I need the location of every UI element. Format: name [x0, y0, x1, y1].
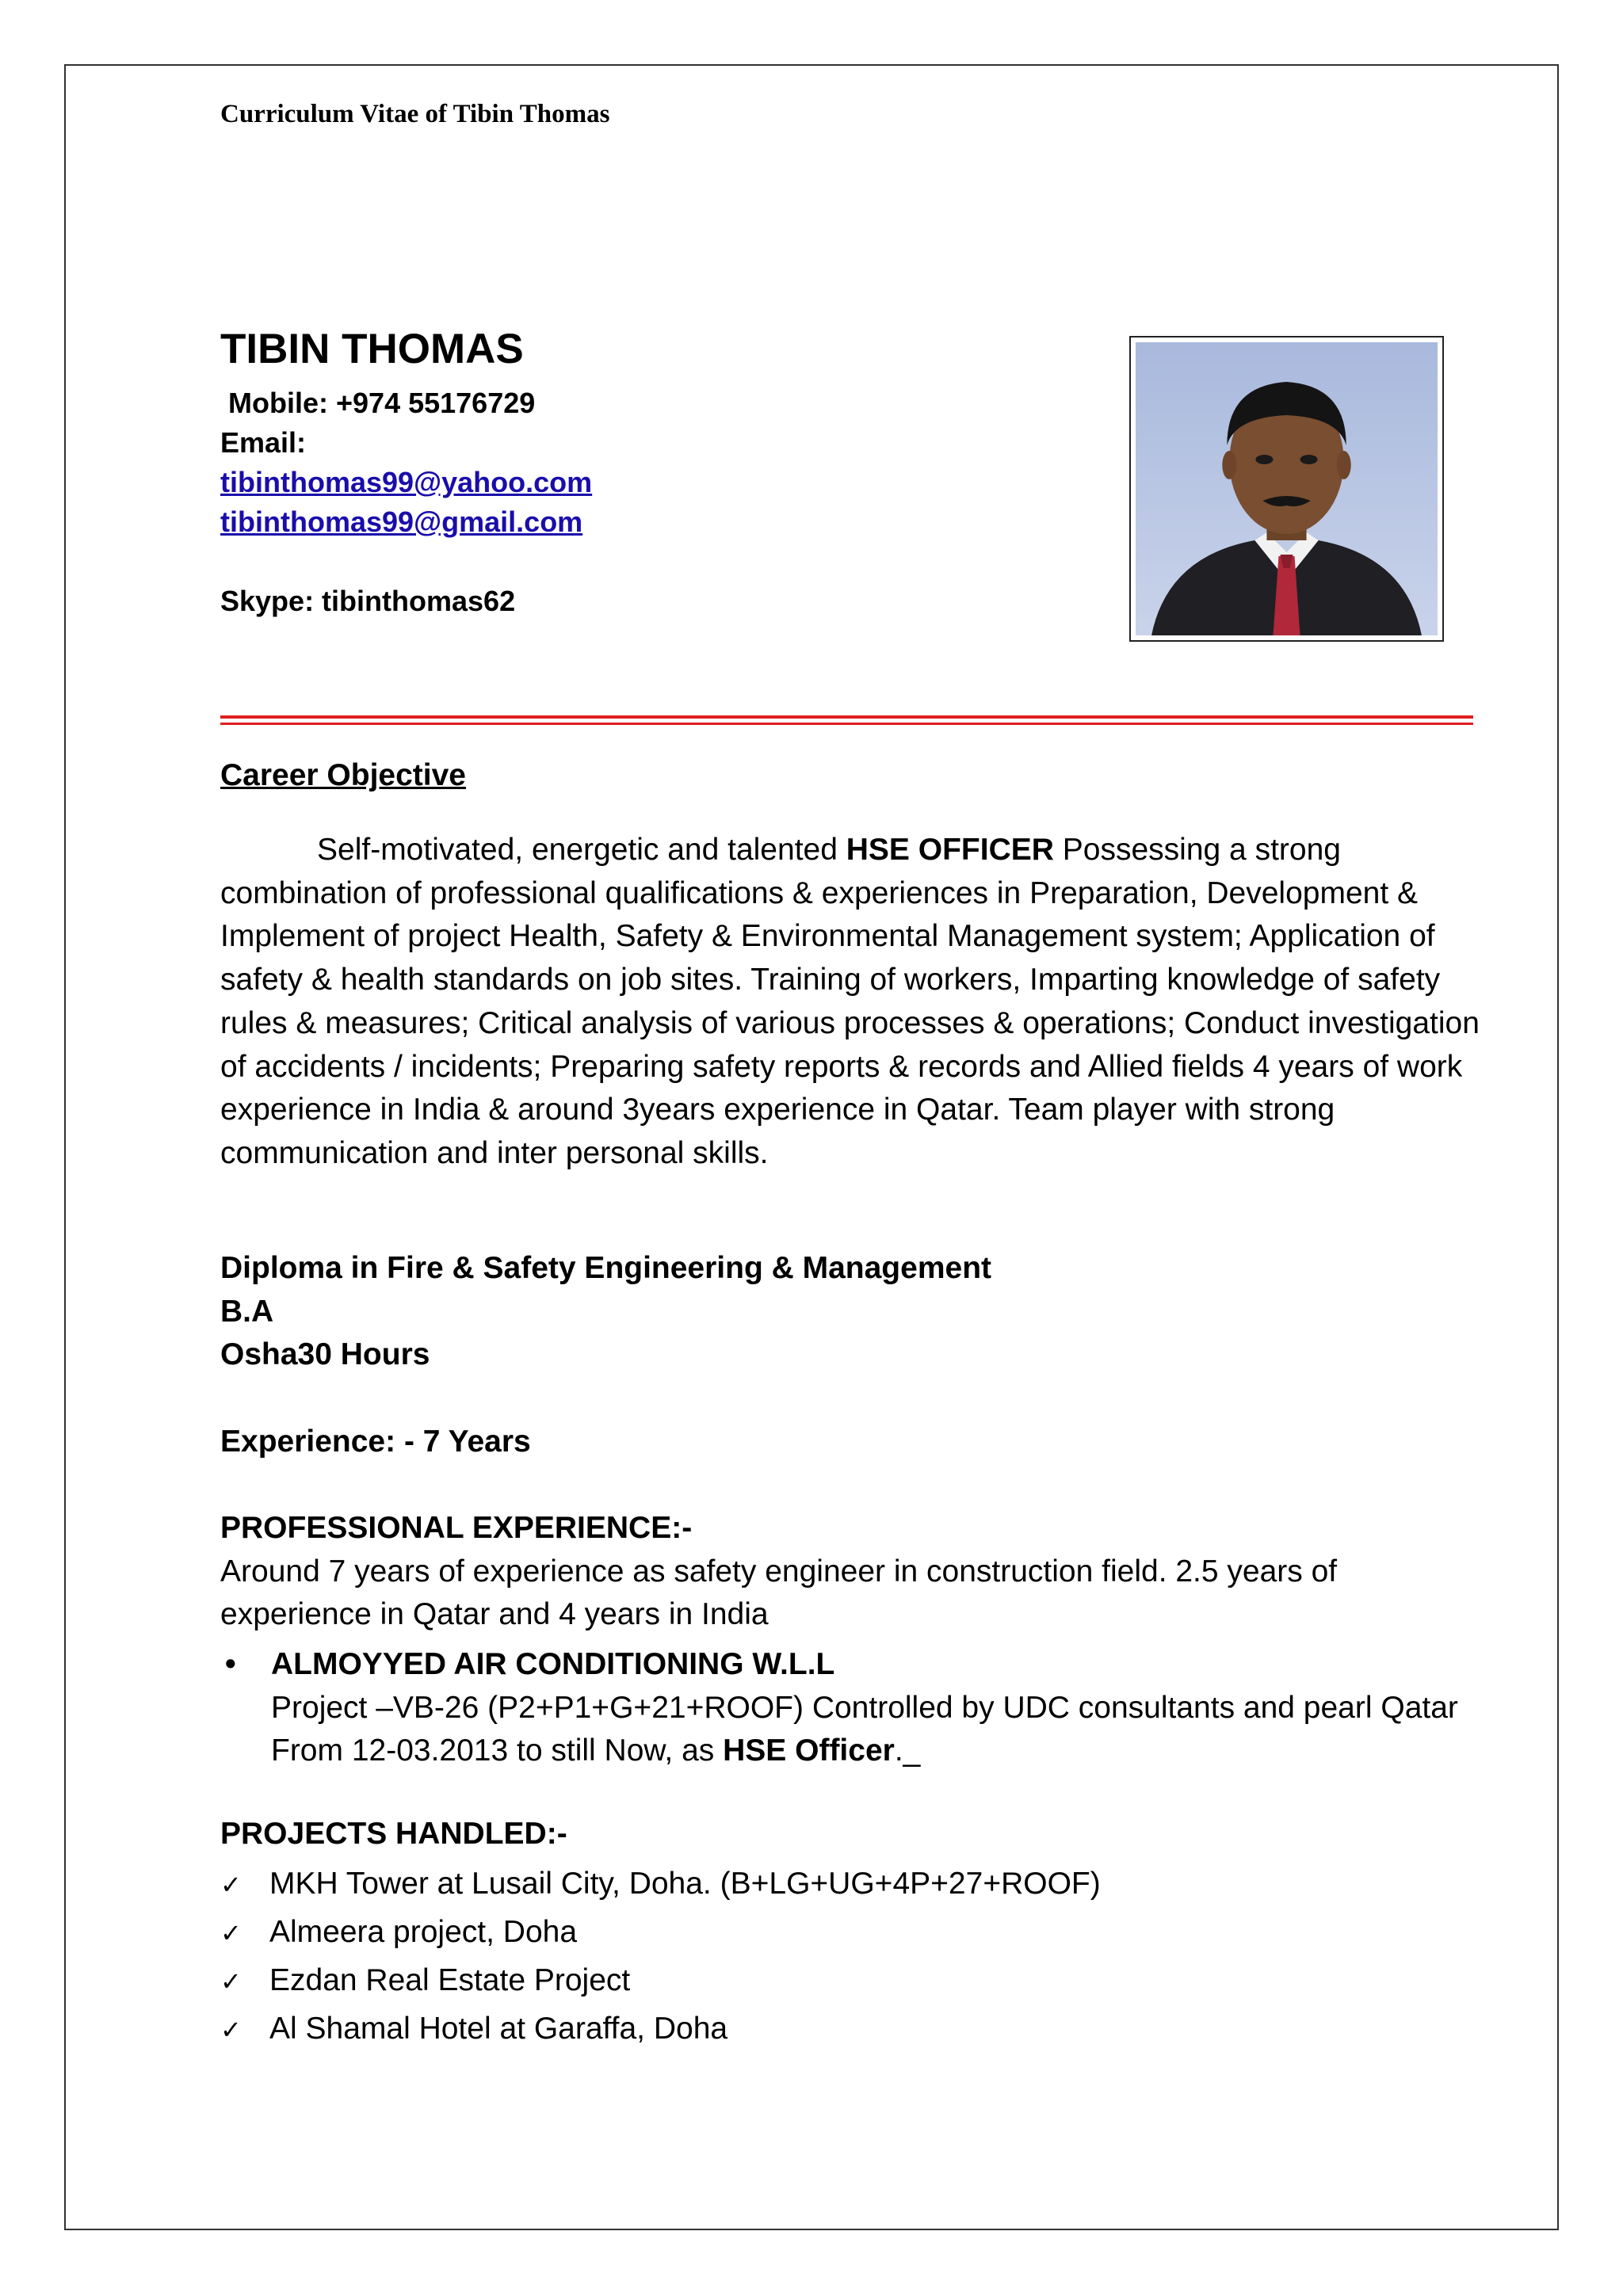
- skype-id: Skype: tibinthomas62: [220, 585, 516, 617]
- checkmark-icon: ✓: [220, 1966, 242, 1997]
- bullet-icon: •: [225, 1647, 236, 1681]
- job-role: HSE Officer: [723, 1733, 895, 1768]
- qualification-item: Osha30 Hours: [220, 1337, 430, 1372]
- experience-summary: Experience: - 7 Years: [220, 1425, 531, 1459]
- email-label: Email:: [220, 426, 307, 459]
- professional-experience: [220, 1507, 1488, 1637]
- career-objective-heading: Career Objective: [220, 758, 467, 792]
- career-objective-text: Self-motivated, energetic and talented HSE OFFICER Possessing a strong combination of professional qualifications & experiences in Preparation, Development & Implement of project Health, Safety & Environmental Management system; Application of safety & health standards on job sites. Training of workers, Imparting knowledge of safety rules & measures; Critical analysis of various processes & operations; Conduct investigation of accidents / incidents; Preparing safety reports & records and Allied fields 4 years of work experience in India & around 3years experience in Qatar. Team player with strong communication and inter personal skills.: [220, 833, 1480, 1170]
- email-link-gmail[interactable]: tibinthomas99@gmail.com: [220, 505, 583, 538]
- list-item: ✓ Al Shamal Hotel at Garaffa, Doha: [220, 2005, 1101, 2054]
- profile-photo-frame: [1129, 336, 1444, 642]
- divider-rule: [220, 723, 1473, 725]
- mobile-number: Mobile: +974 55176729: [228, 387, 536, 419]
- document-header: Curriculum Vitae of Tibin Thomas: [220, 100, 610, 128]
- professional-experience-heading: PROFESSIONAL EXPERIENCE:-: [220, 1511, 693, 1545]
- list-item: ✓ Almeera project, Doha: [220, 1909, 1101, 1957]
- checkmark-icon: ✓: [220, 1918, 242, 1948]
- projects-list: [220, 1860, 1101, 2054]
- divider-rule: [220, 715, 1473, 719]
- qualification-item: B.A: [220, 1294, 274, 1329]
- list-item: ✓ Ezdan Real Estate Project: [220, 1957, 1101, 2005]
- list-item: ✓ MKH Tower at Lusail City, Doha. (B+LG+UG+4P+27+ROOF): [220, 1860, 1101, 1909]
- role-highlight: HSE OFFICER: [846, 833, 1054, 867]
- candidate-name: TIBIN THOMAS: [220, 326, 524, 372]
- projects-handled-heading: PROJECTS HANDLED:-: [220, 1817, 567, 1851]
- employment-entry: [220, 1643, 1491, 1773]
- company-name: ALMOYYED AIR CONDITIONING W.L.L: [271, 1647, 835, 1681]
- qualification-item: Diploma in Fire & Safety Engineering & Management: [220, 1251, 992, 1285]
- portrait-photo-icon: [1136, 342, 1438, 635]
- checkmark-icon: ✓: [220, 1870, 242, 1900]
- contact-block: [220, 383, 592, 621]
- professional-experience-summary: Around 7 years of experience as safety engineer in construction field. 2.5 years of experience in Qatar and 4 years in India: [220, 1554, 1338, 1632]
- checkmark-icon: ✓: [220, 2015, 242, 2045]
- qualifications-list: [220, 1247, 991, 1377]
- project-description: Project –VB-26 (P2+P1+G+21+ROOF) Controlled by UDC consultants and pearl Qatar From 12-03.2013 to still Now, as HSE Officer._: [271, 1690, 1458, 1768]
- email-link-yahoo[interactable]: tibinthomas99@yahoo.com: [220, 466, 593, 498]
